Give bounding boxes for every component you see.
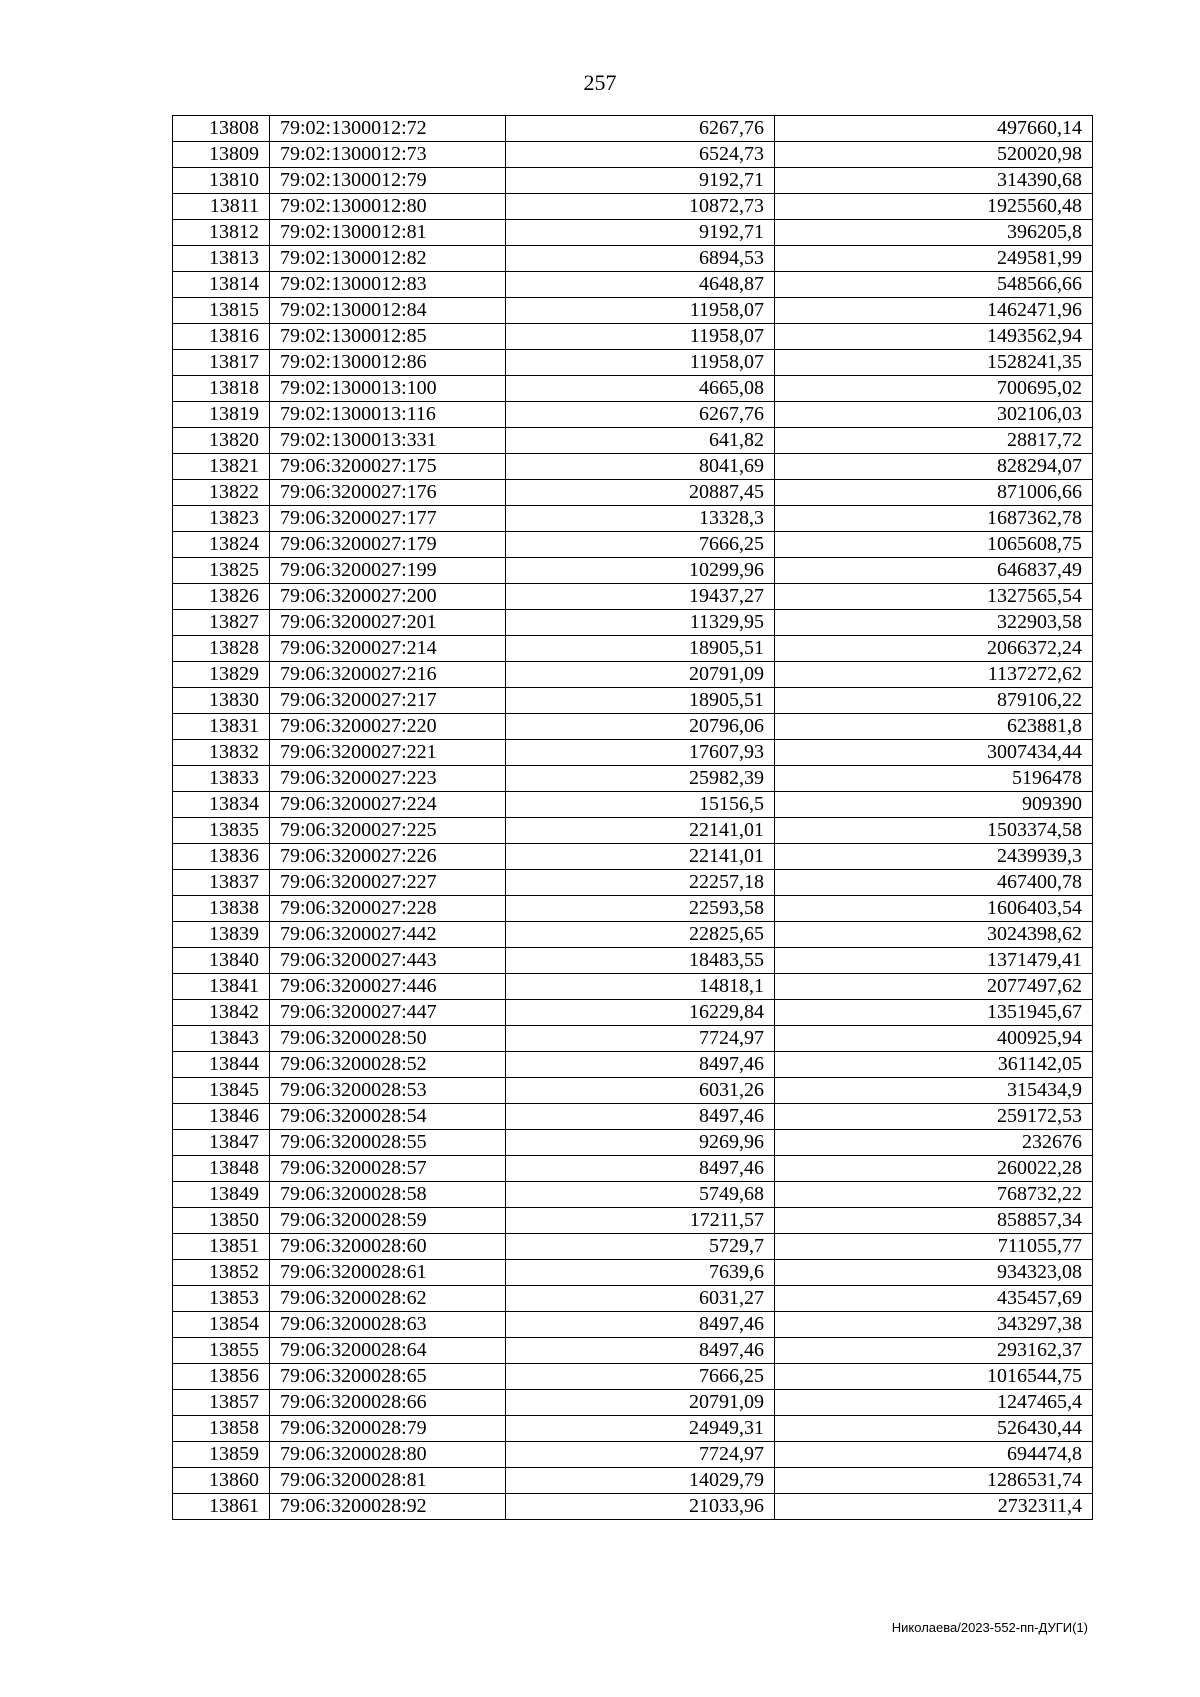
area-cell: 7666,25: [506, 532, 775, 558]
row-number-cell: 13820: [173, 428, 270, 454]
value-cell: 828294,07: [775, 454, 1093, 480]
row-number-cell: 13858: [173, 1416, 270, 1442]
value-cell: 259172,53: [775, 1104, 1093, 1130]
cadastral-number-cell: 79:06:3200027:216: [270, 662, 506, 688]
value-cell: 361142,05: [775, 1052, 1093, 1078]
row-number-cell: 13812: [173, 220, 270, 246]
cadastral-number-cell: 79:06:3200027:228: [270, 896, 506, 922]
value-cell: 467400,78: [775, 870, 1093, 896]
value-cell: 694474,8: [775, 1442, 1093, 1468]
table-row: [173, 714, 1093, 740]
row-number-cell: 13823: [173, 506, 270, 532]
cadastral-number-cell: 79:06:3200028:65: [270, 1364, 506, 1390]
table-row: [173, 1286, 1093, 1312]
value-cell: 548566,66: [775, 272, 1093, 298]
value-cell: 3024398,62: [775, 922, 1093, 948]
value-cell: 497660,14: [775, 116, 1093, 142]
table-row: [173, 194, 1093, 220]
row-number-cell: 13831: [173, 714, 270, 740]
table-row: [173, 376, 1093, 402]
area-cell: 8497,46: [506, 1104, 775, 1130]
cadastral-number-cell: 79:06:3200027:177: [270, 506, 506, 532]
row-number-cell: 13852: [173, 1260, 270, 1286]
row-number-cell: 13819: [173, 402, 270, 428]
cadastral-number-cell: 79:02:1300012:82: [270, 246, 506, 272]
row-number-cell: 13816: [173, 324, 270, 350]
table-row: [173, 1156, 1093, 1182]
value-cell: 1687362,78: [775, 506, 1093, 532]
table-row: [173, 896, 1093, 922]
cadastral-number-cell: 79:02:1300013:116: [270, 402, 506, 428]
area-cell: 11329,95: [506, 610, 775, 636]
cadastral-number-cell: 79:02:1300012:73: [270, 142, 506, 168]
table-row: [173, 116, 1093, 142]
table-row: [173, 402, 1093, 428]
area-cell: 20791,09: [506, 1390, 775, 1416]
row-number-cell: 13842: [173, 1000, 270, 1026]
value-cell: 314390,68: [775, 168, 1093, 194]
value-cell: 1065608,75: [775, 532, 1093, 558]
value-cell: 768732,22: [775, 1182, 1093, 1208]
cadastral-number-cell: 79:02:1300013:331: [270, 428, 506, 454]
row-number-cell: 13848: [173, 1156, 270, 1182]
cadastral-number-cell: 79:06:3200028:55: [270, 1130, 506, 1156]
table-row: [173, 246, 1093, 272]
value-cell: 2066372,24: [775, 636, 1093, 662]
area-cell: 20796,06: [506, 714, 775, 740]
row-number-cell: 13809: [173, 142, 270, 168]
row-number-cell: 13825: [173, 558, 270, 584]
cadastral-number-cell: 79:06:3200028:59: [270, 1208, 506, 1234]
row-number-cell: 13836: [173, 844, 270, 870]
cadastral-number-cell: 79:02:1300012:81: [270, 220, 506, 246]
cadastral-number-cell: 79:02:1300012:83: [270, 272, 506, 298]
row-number-cell: 13814: [173, 272, 270, 298]
area-cell: 14818,1: [506, 974, 775, 1000]
cadastral-number-cell: 79:06:3200027:443: [270, 948, 506, 974]
row-number-cell: 13845: [173, 1078, 270, 1104]
value-cell: 315434,9: [775, 1078, 1093, 1104]
row-number-cell: 13861: [173, 1494, 270, 1520]
cadastral-number-cell: 79:02:1300012:80: [270, 194, 506, 220]
cadastral-number-cell: 79:06:3200027:201: [270, 610, 506, 636]
area-cell: 5749,68: [506, 1182, 775, 1208]
row-number-cell: 13811: [173, 194, 270, 220]
area-cell: 7639,6: [506, 1260, 775, 1286]
cadastral-number-cell: 79:02:1300012:79: [270, 168, 506, 194]
area-cell: 18483,55: [506, 948, 775, 974]
cadastral-number-cell: 79:02:1300012:85: [270, 324, 506, 350]
table-row: [173, 922, 1093, 948]
area-cell: 6031,27: [506, 1286, 775, 1312]
value-cell: 1606403,54: [775, 896, 1093, 922]
area-cell: 11958,07: [506, 350, 775, 376]
area-cell: 5729,7: [506, 1234, 775, 1260]
row-number-cell: 13826: [173, 584, 270, 610]
area-cell: 7724,97: [506, 1442, 775, 1468]
area-cell: 19437,27: [506, 584, 775, 610]
value-cell: 1503374,58: [775, 818, 1093, 844]
row-number-cell: 13817: [173, 350, 270, 376]
cadastral-number-cell: 79:06:3200027:446: [270, 974, 506, 1000]
table-row: [173, 532, 1093, 558]
value-cell: 302106,03: [775, 402, 1093, 428]
area-cell: 24949,31: [506, 1416, 775, 1442]
area-cell: 9192,71: [506, 220, 775, 246]
table-row: [173, 740, 1093, 766]
cadastral-number-cell: 79:06:3200027:223: [270, 766, 506, 792]
table-row: [173, 220, 1093, 246]
table-row: [173, 558, 1093, 584]
table-row: [173, 948, 1093, 974]
cadastral-number-cell: 79:06:3200028:54: [270, 1104, 506, 1130]
table-row: [173, 1416, 1093, 1442]
cadastral-number-cell: 79:06:3200028:79: [270, 1416, 506, 1442]
cadastral-number-cell: 79:02:1300012:84: [270, 298, 506, 324]
table-row: [173, 1000, 1093, 1026]
table-row: [173, 1208, 1093, 1234]
table-row: [173, 688, 1093, 714]
area-cell: 7666,25: [506, 1364, 775, 1390]
table-row: [173, 1260, 1093, 1286]
table-row: [173, 792, 1093, 818]
cadastral-number-cell: 79:06:3200027:227: [270, 870, 506, 896]
cadastral-number-cell: 79:06:3200028:92: [270, 1494, 506, 1520]
cadastral-number-cell: 79:06:3200027:217: [270, 688, 506, 714]
value-cell: 1462471,96: [775, 298, 1093, 324]
table-row: [173, 1026, 1093, 1052]
table-row: [173, 428, 1093, 454]
value-cell: 1528241,35: [775, 350, 1093, 376]
table-row: [173, 818, 1093, 844]
value-cell: 646837,49: [775, 558, 1093, 584]
table-row: [173, 480, 1093, 506]
table-row: [173, 324, 1093, 350]
cadastral-number-cell: 79:06:3200027:176: [270, 480, 506, 506]
area-cell: 6267,76: [506, 116, 775, 142]
row-number-cell: 13855: [173, 1338, 270, 1364]
row-number-cell: 13822: [173, 480, 270, 506]
cadastral-number-cell: 79:06:3200028:52: [270, 1052, 506, 1078]
value-cell: 879106,22: [775, 688, 1093, 714]
row-number-cell: 13839: [173, 922, 270, 948]
row-number-cell: 13810: [173, 168, 270, 194]
value-cell: 343297,38: [775, 1312, 1093, 1338]
row-number-cell: 13834: [173, 792, 270, 818]
value-cell: 1286531,74: [775, 1468, 1093, 1494]
row-number-cell: 13821: [173, 454, 270, 480]
area-cell: 9192,71: [506, 168, 775, 194]
area-cell: 4665,08: [506, 376, 775, 402]
row-number-cell: 13824: [173, 532, 270, 558]
value-cell: 1493562,94: [775, 324, 1093, 350]
table-row: [173, 1078, 1093, 1104]
area-cell: 22141,01: [506, 818, 775, 844]
value-cell: 909390: [775, 792, 1093, 818]
cadastral-number-cell: 79:06:3200028:66: [270, 1390, 506, 1416]
row-number-cell: 13860: [173, 1468, 270, 1494]
row-number-cell: 13840: [173, 948, 270, 974]
value-cell: 249581,99: [775, 246, 1093, 272]
area-cell: 11958,07: [506, 324, 775, 350]
cadastral-number-cell: 79:06:3200027:221: [270, 740, 506, 766]
cadastral-number-cell: 79:06:3200028:50: [270, 1026, 506, 1052]
value-cell: 520020,98: [775, 142, 1093, 168]
area-cell: 11958,07: [506, 298, 775, 324]
cadastral-number-cell: 79:06:3200027:179: [270, 532, 506, 558]
table-row: [173, 454, 1093, 480]
cadastral-number-cell: 79:06:3200028:53: [270, 1078, 506, 1104]
area-cell: 13328,3: [506, 506, 775, 532]
value-cell: 2439939,3: [775, 844, 1093, 870]
cadastral-number-cell: 79:06:3200028:64: [270, 1338, 506, 1364]
row-number-cell: 13849: [173, 1182, 270, 1208]
cadastral-number-cell: 79:02:1300013:100: [270, 376, 506, 402]
value-cell: 232676: [775, 1130, 1093, 1156]
row-number-cell: 13844: [173, 1052, 270, 1078]
area-cell: 8497,46: [506, 1338, 775, 1364]
row-number-cell: 13832: [173, 740, 270, 766]
area-cell: 20791,09: [506, 662, 775, 688]
area-cell: 21033,96: [506, 1494, 775, 1520]
table-row: [173, 272, 1093, 298]
row-number-cell: 13847: [173, 1130, 270, 1156]
cadastral-number-cell: 79:02:1300012:86: [270, 350, 506, 376]
row-number-cell: 13854: [173, 1312, 270, 1338]
table-row: [173, 870, 1093, 896]
area-cell: 10299,96: [506, 558, 775, 584]
value-cell: 5196478: [775, 766, 1093, 792]
cadastral-number-cell: 79:06:3200027:220: [270, 714, 506, 740]
table-row: [173, 506, 1093, 532]
value-cell: 3007434,44: [775, 740, 1093, 766]
value-cell: 1247465,4: [775, 1390, 1093, 1416]
row-number-cell: 13843: [173, 1026, 270, 1052]
value-cell: 711055,77: [775, 1234, 1093, 1260]
row-number-cell: 13837: [173, 870, 270, 896]
value-cell: 1371479,41: [775, 948, 1093, 974]
row-number-cell: 13808: [173, 116, 270, 142]
area-cell: 8497,46: [506, 1312, 775, 1338]
value-cell: 623881,8: [775, 714, 1093, 740]
table-row: [173, 1234, 1093, 1260]
table-row: [173, 1052, 1093, 1078]
cadastral-number-cell: 79:06:3200028:61: [270, 1260, 506, 1286]
cadastral-number-cell: 79:06:3200028:63: [270, 1312, 506, 1338]
area-cell: 18905,51: [506, 688, 775, 714]
area-cell: 8497,46: [506, 1156, 775, 1182]
value-cell: 322903,58: [775, 610, 1093, 636]
row-number-cell: 13813: [173, 246, 270, 272]
row-number-cell: 13838: [173, 896, 270, 922]
cadastral-number-cell: 79:06:3200027:224: [270, 792, 506, 818]
row-number-cell: 13853: [173, 1286, 270, 1312]
cadastral-number-cell: 79:06:3200027:226: [270, 844, 506, 870]
area-cell: 10872,73: [506, 194, 775, 220]
area-cell: 9269,96: [506, 1130, 775, 1156]
value-cell: 400925,94: [775, 1026, 1093, 1052]
row-number-cell: 13841: [173, 974, 270, 1000]
row-number-cell: 13851: [173, 1234, 270, 1260]
value-cell: 1351945,67: [775, 1000, 1093, 1026]
area-cell: 16229,84: [506, 1000, 775, 1026]
table-row: [173, 636, 1093, 662]
row-number-cell: 13859: [173, 1442, 270, 1468]
row-number-cell: 13830: [173, 688, 270, 714]
area-cell: 6524,73: [506, 142, 775, 168]
page-number: 257: [583, 70, 617, 95]
table-row: [173, 1338, 1093, 1364]
row-number-cell: 13829: [173, 662, 270, 688]
value-cell: 526430,44: [775, 1416, 1093, 1442]
row-number-cell: 13815: [173, 298, 270, 324]
table-row: [173, 1494, 1093, 1520]
row-number-cell: 13856: [173, 1364, 270, 1390]
area-cell: 22593,58: [506, 896, 775, 922]
table-row: [173, 844, 1093, 870]
area-cell: 15156,5: [506, 792, 775, 818]
table-body: [173, 116, 1093, 1520]
cadastral-number-cell: 79:06:3200028:58: [270, 1182, 506, 1208]
table-row: [173, 1442, 1093, 1468]
table-row: [173, 1364, 1093, 1390]
row-number-cell: 13850: [173, 1208, 270, 1234]
table-row: [173, 1390, 1093, 1416]
table-row: [173, 1312, 1093, 1338]
row-number-cell: 13828: [173, 636, 270, 662]
table-row: [173, 1182, 1093, 1208]
row-number-cell: 13857: [173, 1390, 270, 1416]
value-cell: 2732311,4: [775, 1494, 1093, 1520]
cadastral-number-cell: 79:06:3200027:442: [270, 922, 506, 948]
table-row: [173, 610, 1093, 636]
cadastral-number-cell: 79:06:3200028:60: [270, 1234, 506, 1260]
area-cell: 6267,76: [506, 402, 775, 428]
table-row: [173, 974, 1093, 1000]
area-cell: 22825,65: [506, 922, 775, 948]
value-cell: 260022,28: [775, 1156, 1093, 1182]
value-cell: 28817,72: [775, 428, 1093, 454]
cadastral-number-cell: 79:06:3200028:62: [270, 1286, 506, 1312]
cadastral-number-cell: 79:02:1300012:72: [270, 116, 506, 142]
area-cell: 8041,69: [506, 454, 775, 480]
table-row: [173, 662, 1093, 688]
table-row: [173, 298, 1093, 324]
area-cell: 4648,87: [506, 272, 775, 298]
row-number-cell: 13827: [173, 610, 270, 636]
area-cell: 7724,97: [506, 1026, 775, 1052]
table-row: [173, 766, 1093, 792]
row-number-cell: 13846: [173, 1104, 270, 1130]
cadastral-number-cell: 79:06:3200027:447: [270, 1000, 506, 1026]
value-cell: 2077497,62: [775, 974, 1093, 1000]
area-cell: 20887,45: [506, 480, 775, 506]
value-cell: 858857,34: [775, 1208, 1093, 1234]
area-cell: 6894,53: [506, 246, 775, 272]
cadastral-value-table: [172, 115, 1093, 1520]
cadastral-number-cell: 79:06:3200027:200: [270, 584, 506, 610]
value-cell: 1327565,54: [775, 584, 1093, 610]
area-cell: 22257,18: [506, 870, 775, 896]
value-cell: 293162,37: [775, 1338, 1093, 1364]
row-number-cell: 13818: [173, 376, 270, 402]
cadastral-number-cell: 79:06:3200028:81: [270, 1468, 506, 1494]
area-cell: 641,82: [506, 428, 775, 454]
cadastral-number-cell: 79:06:3200027:199: [270, 558, 506, 584]
value-cell: 1016544,75: [775, 1364, 1093, 1390]
area-cell: 8497,46: [506, 1052, 775, 1078]
area-cell: 25982,39: [506, 766, 775, 792]
area-cell: 17211,57: [506, 1208, 775, 1234]
value-cell: 396205,8: [775, 220, 1093, 246]
cadastral-number-cell: 79:06:3200028:80: [270, 1442, 506, 1468]
table-row: [173, 142, 1093, 168]
area-cell: 22141,01: [506, 844, 775, 870]
row-number-cell: 13833: [173, 766, 270, 792]
table-row: [173, 584, 1093, 610]
value-cell: 700695,02: [775, 376, 1093, 402]
value-cell: 435457,69: [775, 1286, 1093, 1312]
table-row: [173, 1104, 1093, 1130]
value-cell: 1137272,62: [775, 662, 1093, 688]
value-cell: 871006,66: [775, 480, 1093, 506]
area-cell: 18905,51: [506, 636, 775, 662]
value-cell: 934323,08: [775, 1260, 1093, 1286]
cadastral-number-cell: 79:06:3200027:225: [270, 818, 506, 844]
document-reference: Николаева/2023-552-пп-ДУГИ(1): [891, 1620, 1088, 1635]
area-cell: 17607,93: [506, 740, 775, 766]
table-row: [173, 168, 1093, 194]
table-row: [173, 1130, 1093, 1156]
row-number-cell: 13835: [173, 818, 270, 844]
cadastral-number-cell: 79:06:3200027:214: [270, 636, 506, 662]
area-cell: 14029,79: [506, 1468, 775, 1494]
table-row: [173, 350, 1093, 376]
value-cell: 1925560,48: [775, 194, 1093, 220]
area-cell: 6031,26: [506, 1078, 775, 1104]
cadastral-number-cell: 79:06:3200028:57: [270, 1156, 506, 1182]
cadastral-number-cell: 79:06:3200027:175: [270, 454, 506, 480]
table-row: [173, 1468, 1093, 1494]
